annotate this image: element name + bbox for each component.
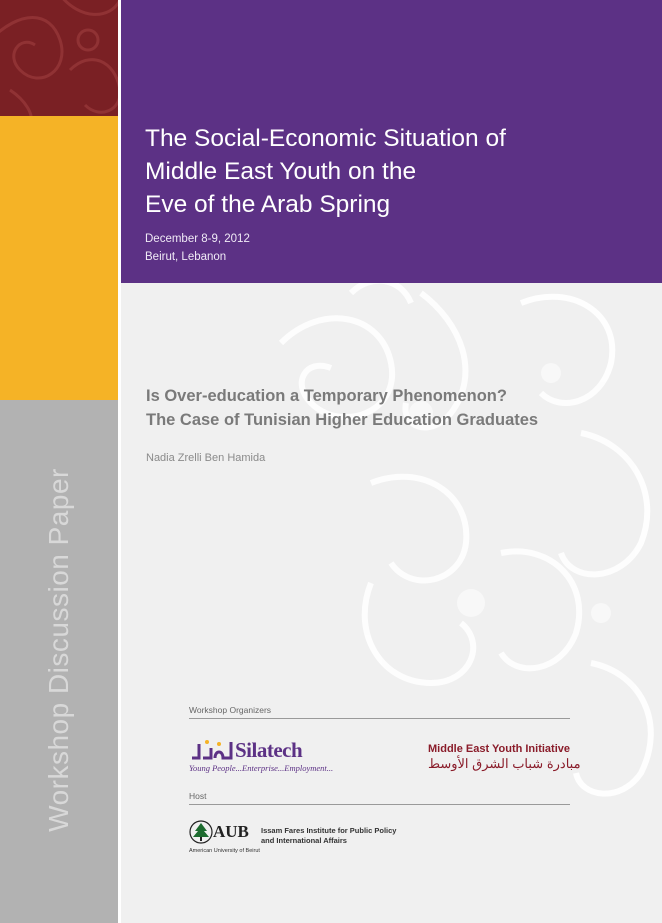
paper-title-line: Is Over-education a Temporary Phenomenon? [146,387,507,405]
workshop-date: December 8-9, 2012 [145,233,250,245]
title-line: Eve of the Arab Spring [145,191,391,218]
title-line: The Social-Economic Situation of [145,125,506,152]
main-title [145,122,645,221]
header-band [121,0,662,283]
silatech-arabic-mark-icon [189,736,235,764]
author-name: Nadia Zrelli Ben Hamida [146,452,266,464]
title-line: Middle East Youth on the [145,158,417,185]
ifi-name [261,826,396,846]
silatech-logo [189,734,339,776]
meyi-logo [428,743,581,772]
ifi-line: and International Affairs [261,836,347,845]
cedar-tree-icon [189,818,213,850]
host-label: Host [189,791,207,801]
aub-logo [189,816,259,862]
ifi-line: Issam Fares Institute for Public Policy [261,826,397,835]
organizers-rule [189,718,570,719]
side-label: Workshop Discussion Paper [43,468,74,832]
organizers-label: Workshop Organizers [189,705,272,715]
paper-title [146,384,538,432]
silatech-tagline: Young People...Enterprise...Employment... [189,763,334,773]
host-rule [189,804,570,805]
silatech-wordmark: Silatech [235,738,303,762]
meyi-english-name: Middle East Youth Initiative [428,743,571,755]
aub-abbrev: AUB [213,822,249,841]
left-orange-panel [0,116,118,400]
arabesque-ornament [0,0,118,116]
meyi-arabic-name: مبادرة شباب الشرق الأوسط [428,756,581,771]
left-maroon-panel [0,0,118,116]
aub-full-name: American University of Beirut [189,848,260,854]
paper-title-line: The Case of Tunisian Higher Education Graduates [146,411,539,429]
workshop-location: Beirut, Lebanon [145,251,227,263]
